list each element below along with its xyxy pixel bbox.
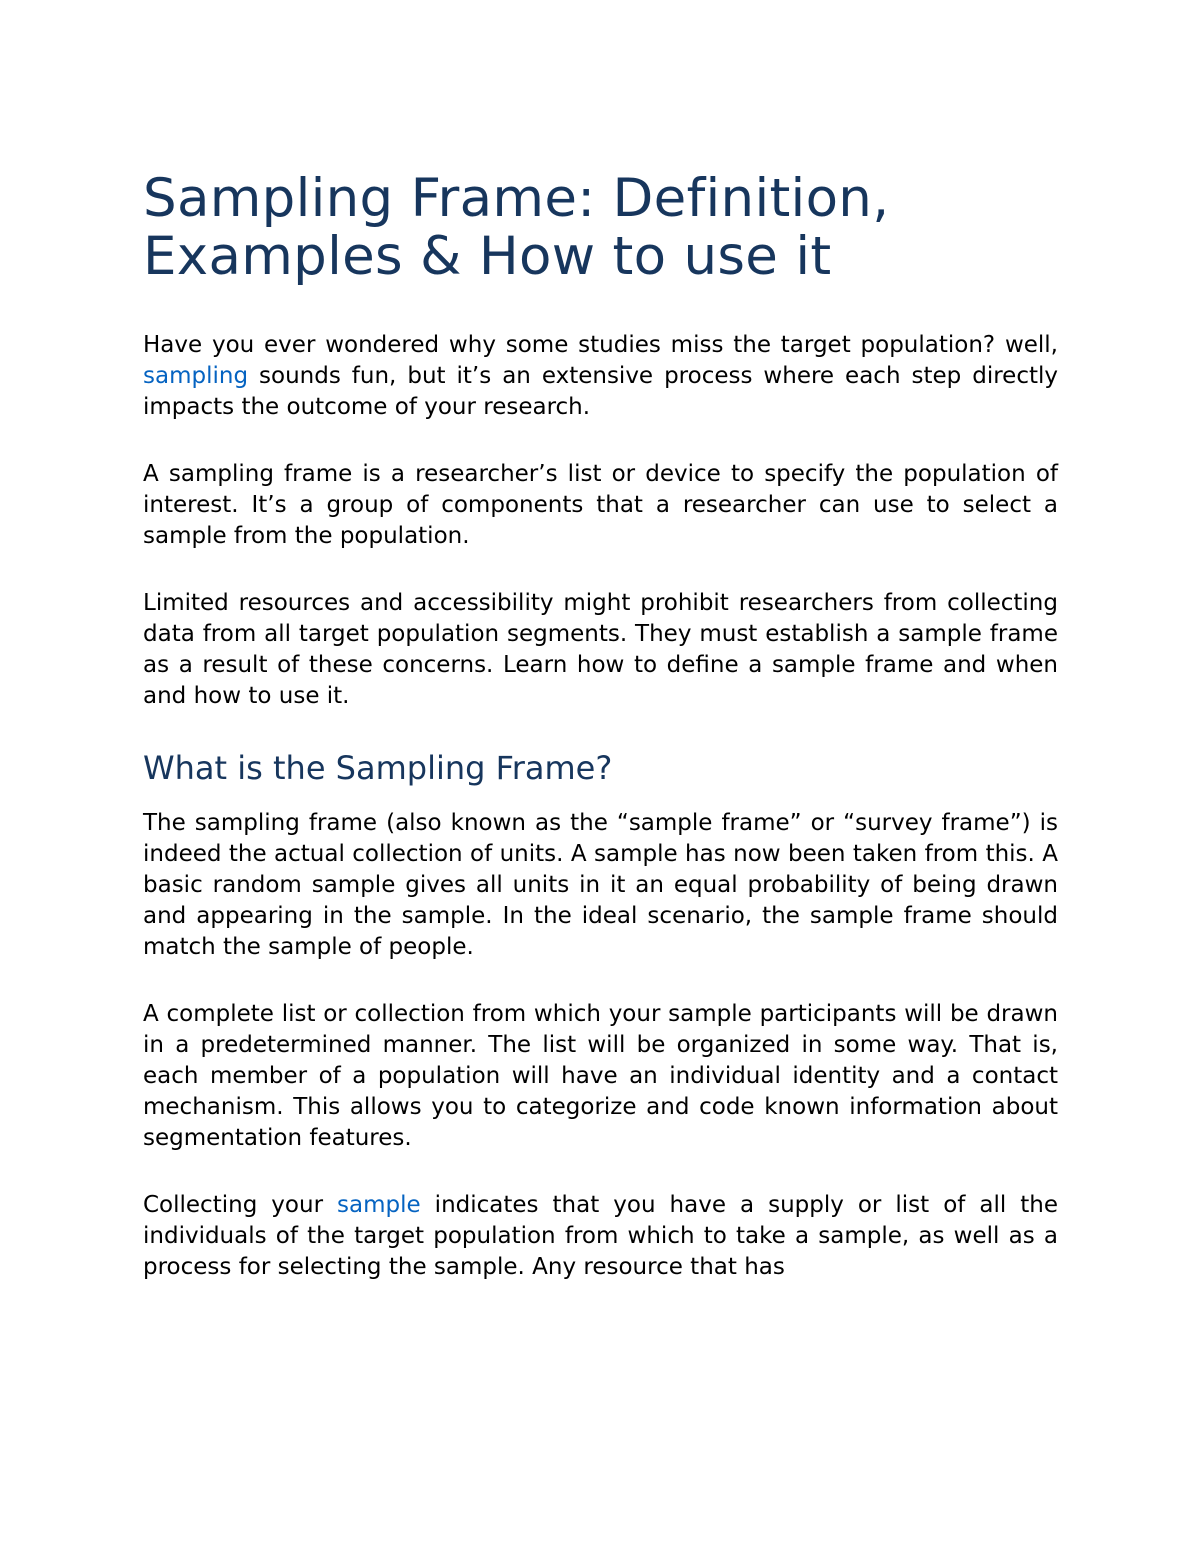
intro-p1-text-after: sounds fun, but it’s an extensive process where each step directly impacts the outcome of your research. bbox=[143, 363, 1058, 420]
intro-paragraph-1 bbox=[143, 330, 1058, 423]
document-page bbox=[143, 170, 1058, 1319]
intro-p1-text-before: Have you ever wondered why some studies miss the target population? well, bbox=[143, 332, 1058, 358]
section-paragraph-2: A complete list or collection from which your sample participants will be drawn in a predetermined manner. The list will be organized in some way. That is, each member of a population will have an individual identity and a contact mechanism. This allows you to categorize and code known information about segmentation features. bbox=[143, 1001, 1058, 1151]
document-title: Sampling Frame: Definition, Examples & How to use it bbox=[143, 168, 890, 287]
section-paragraph-1: The sampling frame (also known as the “sample frame” or “survey frame”) is indeed the actual collection of units. A sample has now been taken from this. A basic random sample gives all units in it an equal probability of being drawn and appearing in the sample. In the ideal scenario, the sample frame should match the sample of people. bbox=[143, 810, 1058, 960]
intro-paragraph-2: A sampling frame is a researcher’s list or device to specify the population of interest. It’s a group of components that a researcher can use to select a sample from the population. bbox=[143, 461, 1058, 549]
sampling-link[interactable]: sampling bbox=[143, 363, 249, 389]
section-heading: What is the Sampling Frame? bbox=[143, 749, 613, 787]
section-p3-text-before: Collecting your bbox=[143, 1192, 338, 1218]
intro-paragraph-3: Limited resources and accessibility might prohibit researchers from collecting data from all target population segments. They must establish a sample frame as a result of these concerns. Learn how to define a sample frame and when and how to use it. bbox=[143, 590, 1058, 709]
sample-link[interactable]: sample bbox=[337, 1192, 421, 1218]
section-paragraph-3 bbox=[143, 1190, 1058, 1283]
section-p3-text-after: indicates that you have a supply or list of all the individuals of the target population from which to take a sample, as well as a process for selecting the sample. Any resource that has bbox=[143, 1192, 1059, 1280]
